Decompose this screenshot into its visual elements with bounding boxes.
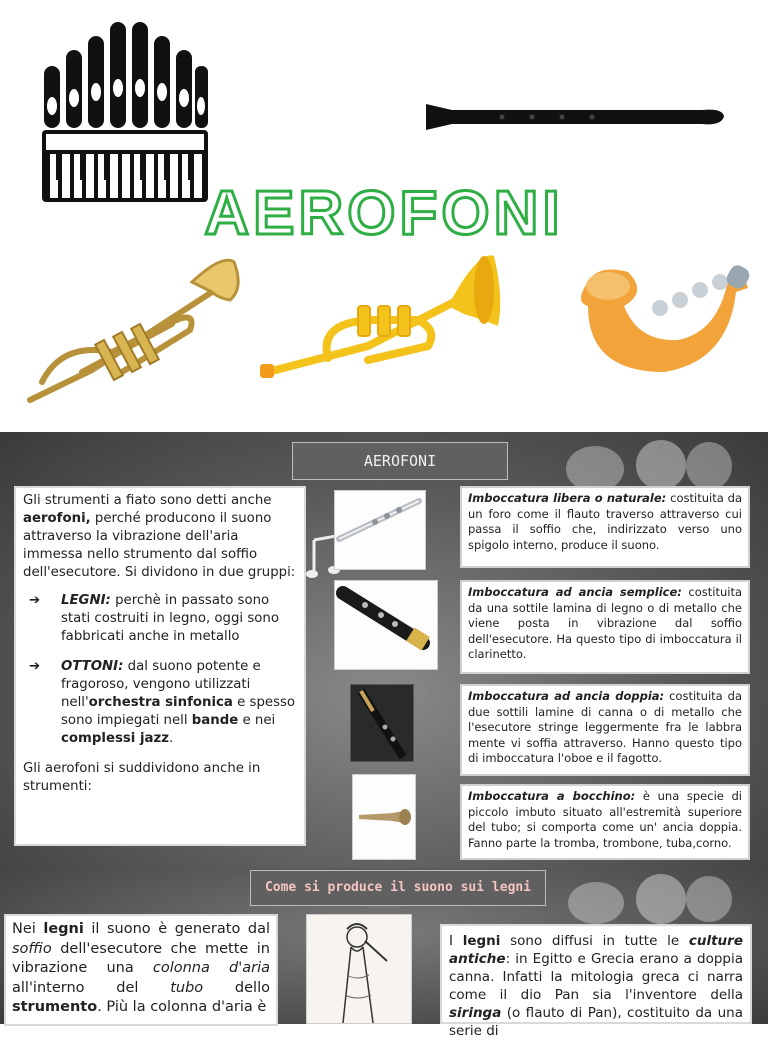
- oboe-photo: [350, 684, 414, 762]
- legni-sound-text: Nei legni il suono è generato dal soffio dell'esecutore che mette in vibrazione una colonna d'aria all'interno del tubo dello strumento. Più la colonna d'aria è: [4, 914, 278, 1026]
- section-heading: AEROFONI: [292, 442, 508, 480]
- closing-paragraph: Gli aerofoni si suddividono anche in strumenti:: [23, 761, 261, 794]
- clarinet-photo: [334, 580, 438, 670]
- card-bocchino: Imboccatura a bocchino: è una specie di piccolo imbuto situato all'estremità superiore del tubo; si comporta come un' ancia doppia. Fanno parte la tromba, trombone, tuba,corno.: [460, 784, 750, 860]
- card-imboccatura-libera: Imboccatura libera o naturale: costituita da un foro come il flauto traverso attraverso cui passa il soffio che, indirizzato verso uno spigolo interno, produce il suono.: [460, 486, 750, 568]
- poster-header: [0, 0, 768, 432]
- flute-photo: [334, 490, 426, 570]
- saxophone-icon: [568, 262, 752, 380]
- arrow-icon: ➔: [29, 659, 41, 674]
- list-item-legni: ➔ LEGNI: perchè in passato sono stati costruiti in legno, oggi sono fabbricati anche in metallo: [29, 593, 279, 644]
- legni-history-text: I legni sono diffusi in tutte le culture antiche: in Egitto e Grecia erano a doppia canna. Infatti la mitologia greca ci narra come il dio Pan sia l'inventore della siringa (o flauto di Pan), costituito da una serie di: [440, 924, 752, 1024]
- intro-text-box: [14, 486, 306, 846]
- intro-paragraph: Gli strumenti a fiato sono detti anche aerofoni, perché producono il suono attraverso la vibrazione dell'aria immessa nello strumento dal soffio dell'esecutore. Si dividono in due gruppi:: [23, 493, 296, 580]
- yellow-trumpet-icon: [258, 250, 504, 384]
- card-ancia-semplice: Imboccatura ad ancia semplice: costituita da una sottile lamina di legno o di metallo che viene posta in vibrazione dal soffio dell'esecutore. Ha questo tipo di imboccatura il clarinetto.: [460, 580, 750, 674]
- page-title: AEROFONI: [204, 179, 564, 248]
- section-heading-2: Come si produce il suono sui legni: [250, 870, 546, 906]
- greek-figure-illustration: [306, 914, 412, 1024]
- trumpet-icon: [22, 252, 244, 412]
- mouthpiece-photo: [352, 774, 416, 860]
- list-item-ottoni: ➔ OTTONI: dal suono potente e fragoroso, vengono utilizzati nell'orchestra sinfonica e spesso sono impiegati nell bande e nei complessi jazz.: [29, 659, 296, 746]
- group-list: [23, 592, 297, 748]
- recorder-icon: [422, 98, 726, 134]
- card-ancia-doppia: Imboccatura ad ancia doppia: costituita da due sottili lamine di canna o di metallo che l'esecutore stringe leggermente fra le labbra mente vi soffia attraverso. Hanno questo tipo di imboccatura l'oboe e il fagotto.: [460, 684, 750, 776]
- arrow-icon: ➔: [29, 593, 41, 608]
- term-aerofoni: aerofoni,: [23, 511, 91, 526]
- pipe-organ-icon: [40, 18, 210, 204]
